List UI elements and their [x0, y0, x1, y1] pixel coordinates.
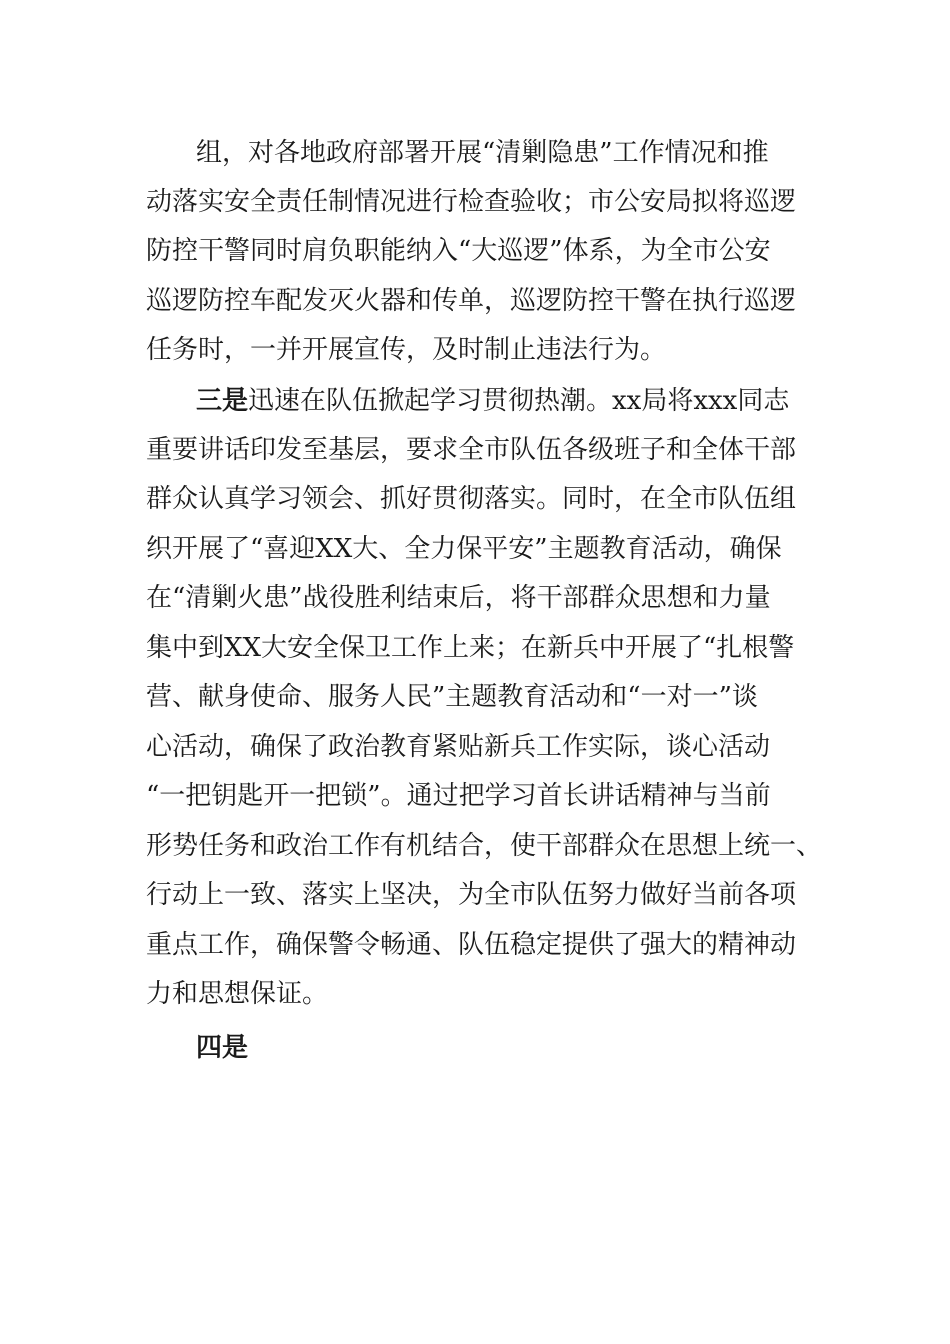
paragraph-1-line-1: 组，对各地政府部署开展“清剿隐患”工作情况和推 — [196, 138, 769, 168]
paragraph-2-line-7: 营、献身使命、服务人民”主题教育活动和“一对一”谈 — [146, 682, 758, 712]
paragraph-2-line-9: “一把钥匙开一把锁”。通过把学习首长讲话精神与当前 — [146, 781, 771, 811]
paragraph-2-line-11: 行动上一致、落实上坚决，为全市队伍努力做好当前各项 — [146, 880, 797, 910]
paragraph-2-line-13: 力和思想保证。 — [146, 979, 329, 1009]
paragraph-2-line-6: 集中到XX大安全保卫工作上来；在新兵中开展了“扎根警 — [146, 633, 795, 663]
paragraph-2-line-4: 织开展了“喜迎XX大、全力保平安”主题教育活动，确保 — [146, 534, 782, 564]
paragraph-2-line-1 — [196, 386, 789, 416]
paragraph-2-line-2: 重要讲话印发至基层，要求全市队伍各级班子和全体干部 — [146, 435, 797, 465]
paragraph-2-lead: 三是 — [196, 386, 249, 416]
paragraph-2-line-5: 在“清剿火患”战役胜利结束后，将干部群众思想和力量 — [146, 583, 771, 613]
paragraph-2-line-1-text: 迅速在队伍掀起学习贯彻热潮。xx局将xxx同志 — [248, 386, 790, 416]
paragraph-2-line-3: 群众认真学习领会、抓好贯彻落实。同时，在全市队伍组 — [146, 484, 797, 514]
paragraph-1-line-2: 动落实安全责任制情况进行检查验收；市公安局拟将巡逻 — [146, 187, 797, 217]
paragraph-1-line-4: 巡逻防控车配发灭火器和传单，巡逻防控干警在执行巡逻 — [146, 286, 797, 316]
paragraph-1-line-5: 任务时，一并开展宣传，及时制止违法行为。 — [146, 335, 667, 365]
paragraph-3-lead: 四是 — [196, 1033, 249, 1063]
paragraph-1-line-3: 防控干警同时肩负职能纳入“大巡逻”体系，为全市公安 — [146, 236, 771, 266]
paragraph-2-line-8: 心活动，确保了政治教育紧贴新兵工作实际，谈心活动 — [146, 732, 771, 762]
paragraph-2-line-10: 形势任务和政治工作有机结合，使干部群众在思想上统一、 — [146, 831, 823, 861]
paragraph-2-line-12: 重点工作，确保警令畅通、队伍稳定提供了强大的精神动 — [146, 930, 797, 960]
